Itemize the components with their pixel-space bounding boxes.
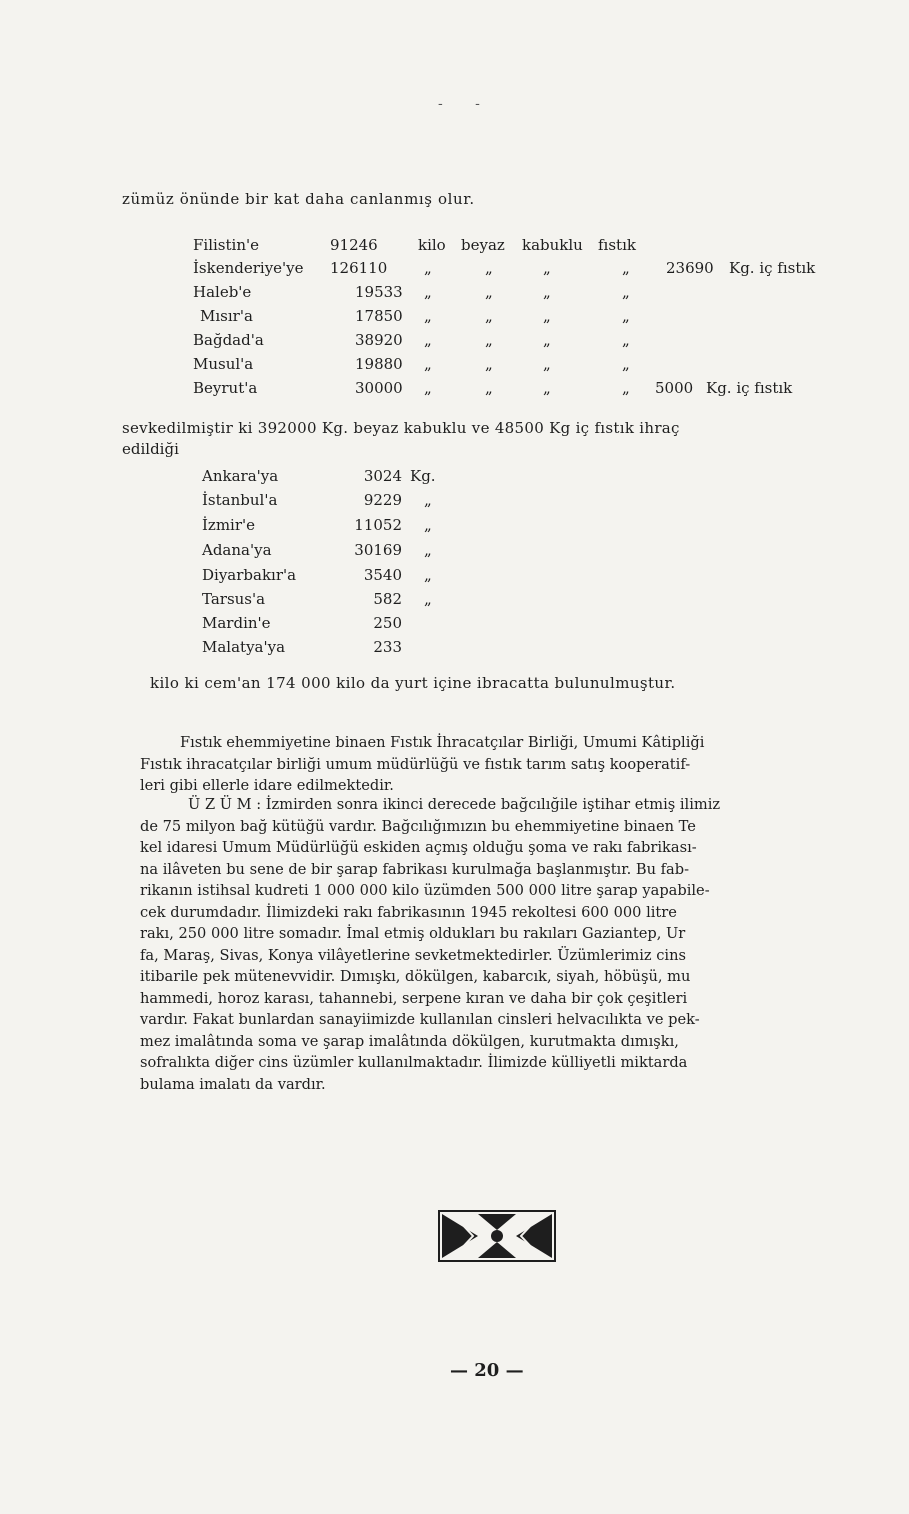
destination: İskenderiye'ye bbox=[193, 259, 304, 277]
quantity: 30169 bbox=[354, 541, 402, 559]
unit: „ bbox=[424, 516, 432, 534]
paragraph-line: na ilâveten bu sene de bir şarap fabrikası kurulmağa başlanmıştır. Bu fab- bbox=[140, 860, 690, 878]
type-fistik: fıstık bbox=[598, 236, 636, 254]
paragraph-line: Fıstık ehemmiyetine binaen Fıstık İhracatçılar Birliği, Umumi Kâtipliği bbox=[180, 734, 705, 751]
city: Tarsus'a bbox=[202, 590, 266, 608]
unit: „ bbox=[424, 541, 432, 559]
paragraph-line: rikanın istihsal kudreti 1 000 000 kilo üzümden 500 000 litre şarap yapabile- bbox=[140, 882, 710, 899]
unit: „ bbox=[424, 331, 432, 349]
type-fistik: „ bbox=[622, 259, 630, 277]
unit: „ bbox=[424, 259, 432, 277]
city: İstanbul'a bbox=[202, 491, 278, 509]
unit: Kg. bbox=[410, 467, 436, 485]
unit: „ bbox=[424, 307, 432, 325]
fistik-paragraph bbox=[140, 732, 860, 797]
quantity: 250 bbox=[373, 614, 402, 632]
paragraph-line: rakı, 250 000 litre somadır. İmal etmiş oldukları bu rakıları Gaziantep, Ur bbox=[140, 925, 686, 942]
paragraph-line: fa, Maraş, Sivas, Konya vilâyetlerine sevketmektedirler. Üzümlerimiz cins bbox=[140, 946, 686, 964]
type-beyaz: „ bbox=[485, 283, 493, 301]
type-kabuklu: „ bbox=[543, 355, 551, 373]
extra-quantity: 5000 bbox=[655, 379, 694, 397]
type-fistik: „ bbox=[622, 355, 630, 373]
paragraph-text: İzmirden sonra ikinci derecede bağcılığile iştihar etmiş ilimiz bbox=[265, 796, 721, 813]
quantity: 91246 bbox=[330, 236, 378, 254]
quantity: 11052 bbox=[354, 516, 402, 534]
type-kabuklu: „ bbox=[543, 307, 551, 325]
type-kabuklu: kabuklu bbox=[522, 236, 583, 254]
type-kabuklu: „ bbox=[543, 259, 551, 277]
type-kabuklu: „ bbox=[543, 283, 551, 301]
city: Diyarbakır'a bbox=[202, 566, 297, 584]
extra-description: Kg. iç fıstık bbox=[706, 379, 793, 397]
destination: Filistin'e bbox=[193, 236, 259, 254]
type-beyaz: „ bbox=[485, 307, 493, 325]
paragraph-line bbox=[140, 794, 862, 816]
paragraph-line: Fıstık ihracatçılar birliği umum müdürlüğü ve fıstık tarım satış kooperatif- bbox=[140, 755, 691, 773]
quantity: 582 bbox=[373, 590, 402, 608]
quantity: 233 bbox=[373, 638, 402, 656]
quantity: 30000 bbox=[355, 379, 403, 397]
quantity: 19533 bbox=[355, 283, 403, 301]
paragraph-line: itibarile pek mütenevvidir. Dımışkı, dökülgen, kabarcık, siyah, höbüşü, mu bbox=[140, 968, 691, 985]
paragraph-line: mez imalâtında soma ve şarap imalâtında dökülgen, kurutmakta dımışkı, bbox=[140, 1032, 679, 1050]
quantity: 3540 bbox=[363, 566, 402, 584]
paragraph-line: hammedi, horoz karası, tahannebi, serpene kıran ve daha bir çok çeşitleri bbox=[140, 989, 688, 1007]
city: Adana'ya bbox=[202, 541, 272, 559]
paragraph-line: leri gibi ellerle idare edilmektedir. bbox=[140, 777, 394, 794]
page-number: — 20 — bbox=[450, 1360, 524, 1381]
unit: „ bbox=[424, 379, 432, 397]
type-fistik: „ bbox=[622, 331, 630, 349]
quantity: 19880 bbox=[355, 355, 403, 373]
uzum-paragraph bbox=[140, 794, 862, 1095]
destination: Beyrut'a bbox=[193, 379, 258, 397]
type-beyaz: „ bbox=[485, 379, 493, 397]
extra-quantity: 23690 bbox=[666, 259, 714, 277]
sent-note-line2: edildiği bbox=[122, 440, 179, 458]
uzum-heading: Ü Z Ü M : bbox=[188, 796, 262, 813]
city: Malatya'ya bbox=[202, 638, 286, 656]
city: Mardin'e bbox=[202, 614, 271, 632]
unit: „ bbox=[424, 566, 432, 584]
sent-note-line1: sevkedilmiştir ki 392000 Kg. beyaz kabuklu ve 48500 Kg iç fıstık ihraç bbox=[122, 419, 680, 437]
paragraph-line: cek durumdadır. İlimizdeki rakı fabrikasının 1945 rekoltesi 600 000 litre bbox=[140, 903, 677, 921]
unit: „ bbox=[424, 283, 432, 301]
quantity: 17850 bbox=[355, 307, 403, 325]
page-marker: - - bbox=[438, 96, 494, 112]
unit: „ bbox=[424, 355, 432, 373]
extra-description: Kg. iç fıstık bbox=[729, 259, 816, 277]
paragraph-line: kel idaresi Umum Müdürlüğü eskiden açmış olduğu şoma ve rakı fabrikası- bbox=[140, 839, 697, 856]
quantity: 38920 bbox=[355, 331, 403, 349]
ornament-icon bbox=[438, 1210, 556, 1262]
type-beyaz: „ bbox=[485, 259, 493, 277]
type-kabuklu: „ bbox=[543, 379, 551, 397]
quantity: 9229 bbox=[363, 491, 402, 509]
city: İzmir'e bbox=[202, 516, 256, 534]
destination: Haleb'e bbox=[193, 283, 252, 301]
quantity: 3024 bbox=[363, 467, 402, 485]
unit: „ bbox=[424, 491, 432, 509]
paragraph-line: bulama imalatı da vardır. bbox=[140, 1075, 326, 1093]
type-fistik: „ bbox=[622, 307, 630, 325]
type-beyaz: „ bbox=[485, 331, 493, 349]
type-kabuklu: „ bbox=[543, 331, 551, 349]
destination: Bağdad'a bbox=[193, 331, 264, 349]
type-beyaz: beyaz bbox=[461, 236, 505, 254]
paragraph-line: sofralıkta diğer cins üzümler kullanılmaktadır. İlimizde külliyetli miktarda bbox=[140, 1054, 688, 1071]
lead-line: zümüz önünde bir kat daha canlanmış olur. bbox=[122, 190, 475, 208]
city: Ankara'ya bbox=[202, 467, 279, 485]
destination: Musul'a bbox=[193, 355, 254, 373]
type-fistik: „ bbox=[622, 379, 630, 397]
domestic-note: kilo ki cem'an 174 000 kilo da yurt içine ibracatta bulunulmuştur. bbox=[150, 674, 676, 692]
paragraph-line: vardır. Fakat bunlardan sanayiimizde kullanılan cinsleri helvacılıkta ve pek- bbox=[140, 1011, 700, 1028]
type-fistik: „ bbox=[622, 283, 630, 301]
paragraph-line: de 75 milyon bağ kütüğü vardır. Bağcılığımızın bu ehemmiyetine binaen Te bbox=[140, 817, 696, 835]
unit: kilo bbox=[418, 236, 446, 254]
quantity: 126110 bbox=[330, 259, 388, 277]
type-beyaz: „ bbox=[485, 355, 493, 373]
unit: „ bbox=[424, 590, 432, 608]
destination: Mısır'a bbox=[200, 307, 253, 325]
